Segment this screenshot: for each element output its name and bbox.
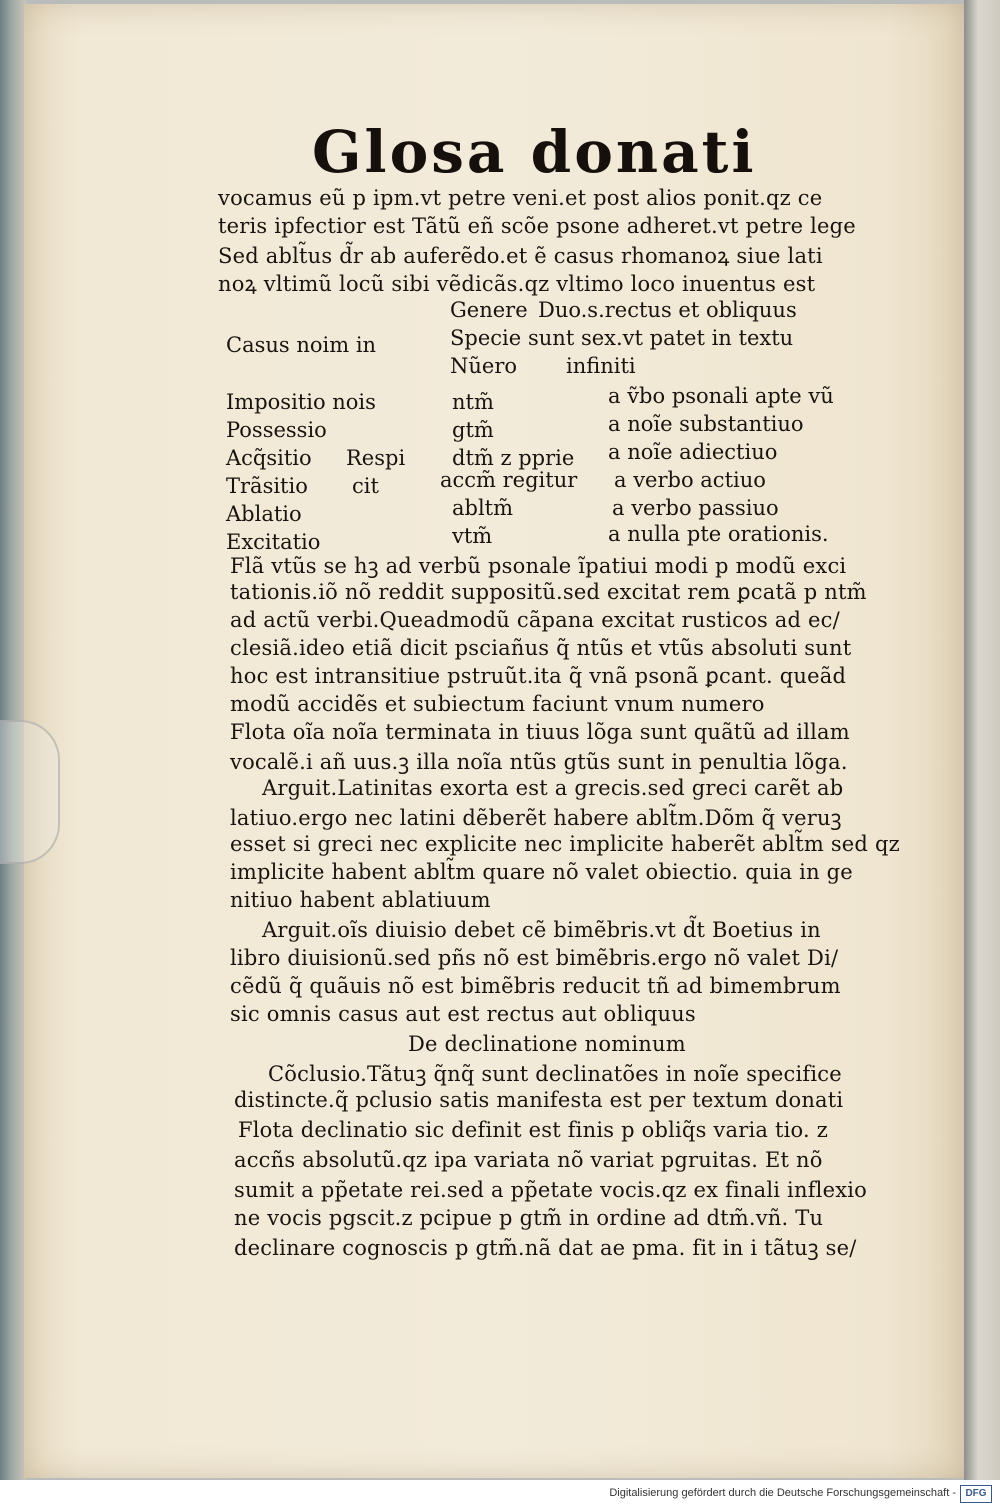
text-line: latiuo.ergo nec latini dẽberẽt habere ablt̃m.Dõm q̃ veruꝫ	[230, 806, 842, 830]
text-line: distincte.q̃ pclusio satis manifesta est per textum donati	[234, 1088, 844, 1112]
page-title: Glosa donati	[312, 118, 757, 186]
text-line: implicite habent ablt̃m quare nõ valet obiectio. quia in ge	[230, 860, 853, 884]
facing-page-edge	[964, 0, 1000, 1480]
table-row-a: Impositio nois	[226, 390, 376, 414]
text-line: Sed ablt̃us d̃r ab auferẽdo.et ẽ casus rhomanoꝝ siue lati	[218, 244, 823, 268]
table-row-c: a verbo passiuo	[612, 496, 779, 520]
footer-bar	[0, 1480, 1000, 1508]
table-row-b: ntm̃	[452, 390, 494, 414]
table-row-c: a verbo actiuo	[614, 468, 766, 492]
text-line: Cõclusio.Tãtuꝫ q̃nq̃ sunt declinatões in noĩe specifice	[268, 1062, 842, 1086]
table-row-a: Possessio	[226, 418, 327, 442]
table-row-b: abltm̃	[452, 496, 514, 520]
table-respicit: cit	[352, 474, 379, 498]
section-heading: De declinatione nominum	[408, 1032, 686, 1056]
text-line: ad actũ verbi.Queadmodũ cãpana excitat rusticos ad ec/	[230, 608, 840, 632]
text-line: ne vocis pgscit.z pcipue p gtm̃ in ordine ad dtm̃.vñ. Tu	[234, 1206, 824, 1230]
text-line: sic omnis casus aut est rectus aut obliquus	[230, 1002, 696, 1026]
table-genere-text: Duo.s.rectus et obliquus	[538, 298, 797, 322]
table-row-c: a noĩe adiectiuo	[608, 440, 778, 464]
text-line: vocamus eũ p ipm.vt petre veni.et post alios ponit.qz ce	[218, 186, 823, 210]
text-line: hoc est intransitiue pstruũt.ita q̃ vnã psonã ꝑcant. queãd	[230, 664, 847, 688]
table-row-a: Excitatio	[226, 530, 321, 554]
table-casus: Casus noim in	[226, 333, 377, 357]
table-specie: Specie	[450, 326, 522, 350]
clip-mark	[0, 720, 60, 864]
table-row-b: accm̃ regitur	[440, 468, 578, 492]
text-line: clesiã.ideo etiã dicit psciañus q̃ ntũs et vtũs absoluti sunt	[230, 636, 852, 660]
text-line: sumit a pp̃etate rei.sed a pp̃etate vocis.qz ex finali inflexio	[234, 1178, 868, 1202]
text-line: tationis.iõ nõ reddit suppositũ.sed excitat rem ꝑcatã p ntm̃	[230, 580, 867, 604]
text-line: Arguit.Latinitas exorta est a grecis.sed greci carẽt ab	[262, 776, 844, 800]
dfg-logo: DFG	[960, 1485, 992, 1503]
table-respicit: Respi	[346, 446, 406, 470]
table-row-b: dtm̃ z pprie	[452, 446, 575, 470]
text-line: vocalẽ.i añ uus.ꝫ illa noĩa ntũs gtũs sunt in penultia lõga.	[230, 750, 848, 774]
text-line: modũ accidẽs et subiectum faciunt vnum numero	[230, 692, 765, 716]
table-genere: Genere	[450, 298, 528, 322]
table-numero-text: infiniti	[566, 354, 636, 378]
table-numero: Nũero	[450, 354, 518, 378]
table-row-b: vtm̃	[452, 524, 493, 548]
table-row-a: Acq̃sitio	[226, 446, 312, 470]
table-specie-text: sunt sex.vt patet in textu	[528, 326, 794, 350]
table-row-c: a noĩe substantiuo	[608, 412, 804, 436]
text-line: esset si greci nec explicite nec implicite haberẽt ablt̃m sed qz	[230, 832, 900, 856]
table-row-a: Trãsitio	[226, 474, 308, 498]
text-line: Flota oĩa noĩa terminata in tiuus lõga sunt quãtũ ad illam	[230, 720, 850, 744]
text-line: noꝝ vltimũ locũ sibi vẽdicãs.qz vltimo loco inuentus est	[218, 272, 816, 296]
text-line: nitiuo habent ablatiuum	[230, 888, 491, 912]
table-row-b: gtm̃	[452, 418, 494, 442]
footer-credit: Digitalisierung gefördert durch die Deutsche Forschungsgemeinschaft -	[609, 1487, 956, 1499]
table-row-a: Ablatio	[226, 502, 302, 526]
text-line: accñs absolutũ.qz ipa variata nõ variat pgruitas. Et nõ	[234, 1148, 823, 1172]
text-line: teris ipfectior est Tãtũ eñ scõe psone adheret.vt petre lege	[218, 214, 856, 238]
text-line: libro diuisionũ.sed pñs nõ est bimẽbris.ergo nõ valet Di/	[230, 946, 839, 970]
text-line: Flota declinatio sic definit est finis p obliq̃s varia tio. z	[238, 1118, 829, 1142]
text-line: declinare cognoscis p gtm̃.nã dat ae pma. fit in i tãtuꝫ se/	[234, 1236, 857, 1260]
table-row-c: a nulla pte orationis.	[608, 522, 829, 546]
text-line: Flã vtũs se hꝫ ad verbũ psonale ĩpatiui modi p modũ exci	[230, 554, 847, 578]
text-line: cẽdũ q̃ quãuis nõ est bimẽbris reducit tñ ad bimembrum	[230, 974, 841, 998]
table-row-c: a ṽbo psonali apte vũ	[608, 384, 834, 408]
text-line: Arguit.oĩs diuisio debet cẽ bimẽbris.vt d̃t Boetius in	[262, 918, 821, 942]
